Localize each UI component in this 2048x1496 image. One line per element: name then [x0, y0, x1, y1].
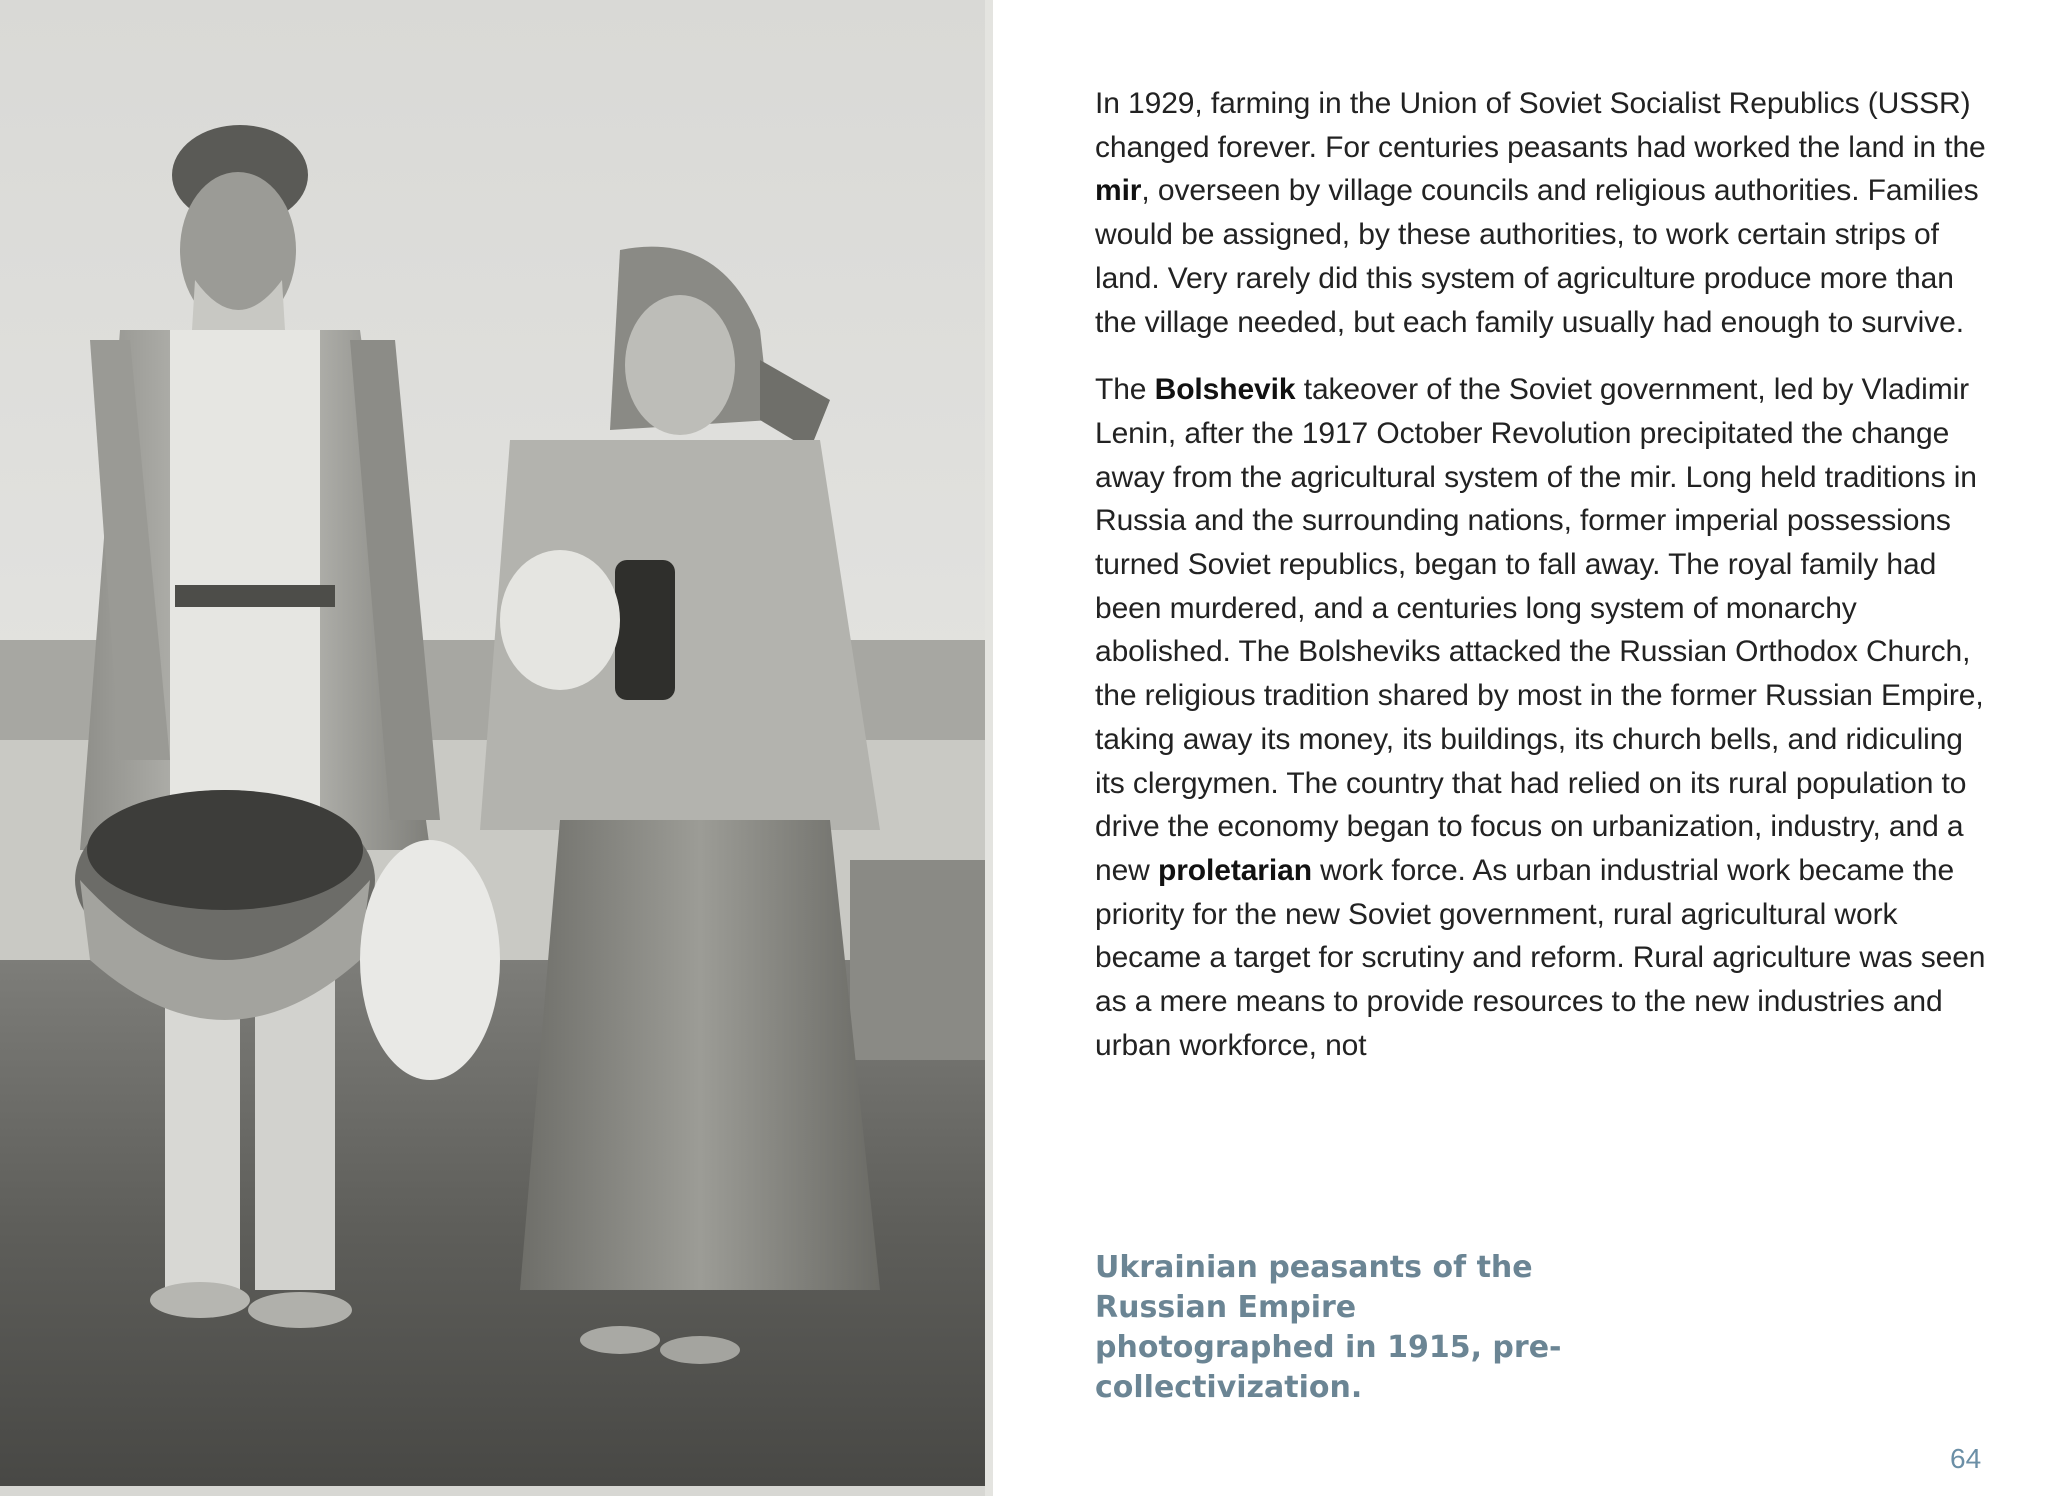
term-bolshevik: Bolshevik — [1154, 373, 1296, 407]
article-body — [1095, 82, 1990, 1091]
paragraph-2-text-end: work force. As urban industrial work became the priority for the new Soviet government, rural agricultural work became a target for scrutiny and reform. Rural agriculture was seen as a mere means to provide resources to the new industries and urban workforce, not — [1095, 853, 1986, 1062]
page-number: 64 — [1950, 1443, 1982, 1474]
paragraph-1-text-continued: , overseen by village councils and religious authorities. Families would be assigned, by these authorities, to work certain strips of land. Very rarely did this system of agriculture produce more than the village needed, but each family usually had enough to survive. — [1095, 174, 1979, 339]
paragraph-2-text: The — [1095, 373, 1155, 407]
photo-caption: Ukrainian peasants of the Russian Empire photographed in 1915, pre-collectivization. — [1095, 1250, 1562, 1405]
term-mir: mir — [1095, 174, 1142, 208]
paragraph-1-text: In 1929, farming in the Union of Soviet Socialist Republics (USSR) changed forever. For centuries peasants had worked the land in the — [1095, 87, 1986, 164]
paragraph-2 — [1095, 368, 1990, 1067]
photograph-illustration — [0, 0, 993, 1496]
paragraph-2-text-continued: takeover of the Soviet government, led by Vladimir Lenin, after the 1917 October Revolution precipitated the change away from the agricultural system of the mir. Long held traditions in Russia and the surrounding nations, former imperial possessions turned Soviet republics, began to fall away. The royal family had been murdered, and a centuries long system of monarchy abolished. The Bolsheviks attacked the Russian Orthodox Church, the religious tradition shared by most in the former Russian Empire, taking away its money, its buildings, its church bells, and ridiculing its clergymen. The country that had relied on its rural population to drive the economy began to focus on urbanization, industry, and a new — [1095, 373, 1984, 887]
peasants-photograph — [0, 0, 993, 1496]
term-proletarian: proletarian — [1157, 853, 1312, 887]
paragraph-1 — [1095, 82, 1990, 344]
